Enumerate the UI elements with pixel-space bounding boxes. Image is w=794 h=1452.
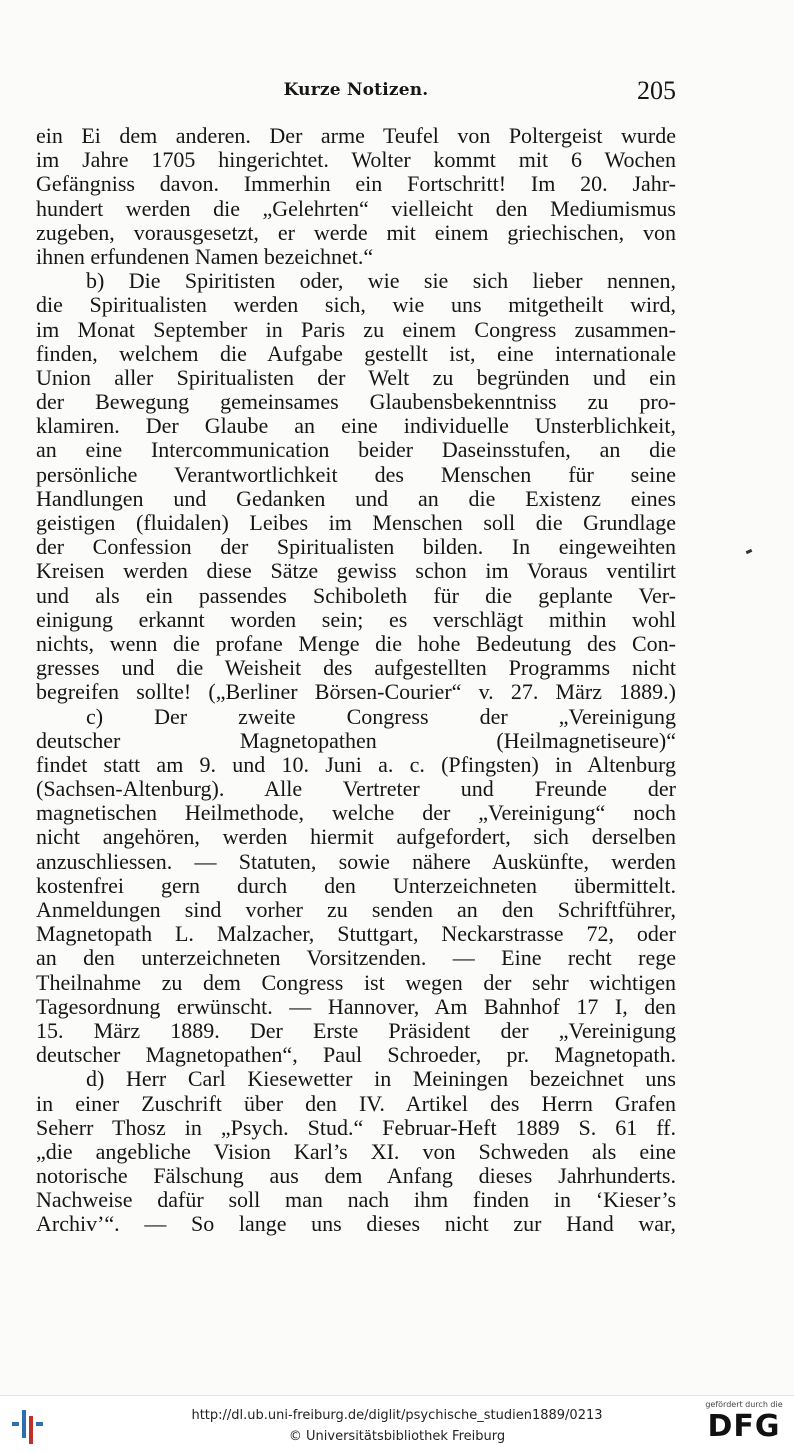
text-line: notorische Fälschung aus dem Anfang dieses Jahrhunderts.: [36, 1163, 676, 1189]
text-line: deutscher Magnetopathen“, Paul Schroeder, pr. Magnetopath.: [36, 1042, 676, 1068]
text-line: Seherr Thosz in „Psych. Stud.“ Februar-Heft 1889 S. 61 ff.: [36, 1114, 676, 1140]
text-line: finden, welchem die Aufgabe gestellt ist, eine internationale: [36, 340, 676, 366]
text-line: d) Herr Carl Kiesewetter in Meiningen bezeichnet uns: [86, 1066, 676, 1092]
text-line: Tagesordnung erwünscht. — Hannover, Am Bahnhof 17 I, den: [36, 993, 676, 1019]
text-line: an eine Intercommunication beider Daseinsstufen, an die: [36, 437, 676, 463]
text-line: der Confession der Spiritualisten bilden. In eingeweihten: [36, 534, 676, 560]
text-line: Handlungen und Gedanken und an die Existenz eines: [36, 485, 676, 511]
text-line: im Monat September in Paris zu einem Congress zusammen-: [36, 316, 676, 342]
text-line: einigung erkannt worden sein; es verschlägt mithin wohl: [36, 606, 676, 632]
text-line: kostenfrei gern durch den Unterzeichneten übermittelt.: [36, 872, 676, 898]
text-line: anzuschliessen. — Statuten, sowie nähere Auskünfte, werden: [36, 848, 676, 874]
text-line: findet statt am 9. und 10. Juni a. c. (Pfingsten) in Altenburg: [36, 751, 676, 777]
text-line: Gefängniss davon. Immerhin ein Fortschritt! Im 20. Jahr-: [36, 171, 676, 197]
text-line: c) Der zweite Congress der „Vereinigung: [86, 703, 676, 729]
text-line: (Sachsen-Altenburg). Alle Vertreter und Freunde der: [36, 776, 676, 802]
text-line: gresses und die Weisheit des aufgestellten Programms nicht: [36, 655, 676, 681]
footer-url-link[interactable]: http://dl.ub.uni-freiburg.de/diglit/psychische_studien1889/0213: [191, 1408, 603, 1423]
text-line: Anmeldungen sind vorher zu senden an den Schriftführer,: [36, 897, 676, 922]
text-line: magnetischen Heilmethode, welche der „Vereinigung“ noch: [36, 800, 676, 826]
dfg-caption: gefördert durch die: [705, 1400, 783, 1409]
text-line: geistigen (fluidalen) Leibes im Menschen soll die Grundlage: [36, 510, 676, 535]
text-line: zugeben, vorausgesetzt, er werde mit einem griechischen, von: [36, 219, 676, 245]
text-line: Nachweise dafür soll man nach ihm finden in ‘Kieser’s: [36, 1187, 676, 1213]
dfg-logo: DFG: [707, 1409, 781, 1444]
text-line: b) Die Spiritisten oder, wie sie sich lieber nennen,: [86, 268, 676, 294]
text-line: ein Ei dem anderen. Der arme Teufel von Poltergeist wurde: [36, 123, 676, 148]
text-line: 15. März 1889. Der Erste Präsident der „Vereinigung: [36, 1017, 676, 1043]
body-text: [36, 124, 676, 1237]
text-line: persönliche Verantwortlichkeit des Menschen für seine: [36, 461, 676, 487]
text-line: an den unterzeichneten Vorsitzenden. — Eine recht rege: [36, 945, 676, 971]
text-line: deutscher Magnetopathen (Heilmagnetiseure)“: [36, 727, 676, 753]
text-line: hundert werden die „Gelehrten“ vielleicht den Mediumismus: [36, 195, 676, 221]
text-line: die Spiritualisten werden sich, wie uns mitgetheilt wird,: [36, 292, 676, 318]
text-line: Theilnahme zu dem Congress ist wegen der sehr wichtigen: [36, 969, 676, 995]
text-line: Union aller Spiritualisten der Welt zu begründen und ein: [36, 364, 676, 390]
text-line: in einer Zuschrift über den IV. Artikel des Herrn Grafen: [36, 1090, 676, 1116]
footer-copyright: © Universitätsbibliothek Freiburg: [288, 1429, 506, 1444]
text-line: Kreisen werden diese Sätze gewiss schon im Voraus ventilirt: [36, 558, 676, 584]
text-line: nicht angehören, werden hiermit aufgefordert, sich derselben: [36, 824, 676, 850]
text-line: der Bewegung gemeinsames Glaubensbekenntniss zu pro-: [36, 389, 676, 415]
text-line: „die angebliche Vision Karl’s XI. von Schweden als eine: [36, 1138, 676, 1164]
running-title: Kurze Notizen.: [283, 80, 429, 100]
text-line: und als ein passendes Schiboleth für die geplante Ver-: [36, 582, 676, 608]
text-line: Magnetopath L. Malzacher, Stuttgart, Neckarstrasse 72, oder: [36, 921, 676, 947]
viewer-footer: [0, 1395, 794, 1452]
text-line: klamiren. Der Glaube an eine individuelle Unsterblichkeit,: [36, 413, 676, 439]
text-line: im Jahre 1705 hingerichtet. Wolter kommt mit 6 Wochen: [36, 147, 676, 173]
margin-mark: [746, 549, 753, 554]
dfg-badge[interactable]: [700, 1400, 788, 1448]
text-line: ihnen erfundenen Namen bezeichnet.“: [36, 243, 374, 269]
page-number: 205: [637, 76, 676, 105]
text-line: nichts, wenn die profane Menge die hohe Bedeutung des Con-: [36, 630, 676, 656]
page-header: [36, 76, 676, 110]
text-line: begreifen sollte! („Berliner Börsen-Courier“ v. 27. März 1889.): [36, 679, 676, 705]
text-line: Archiv’“. — So lange uns dieses nicht zur Hand war,: [36, 1211, 676, 1237]
